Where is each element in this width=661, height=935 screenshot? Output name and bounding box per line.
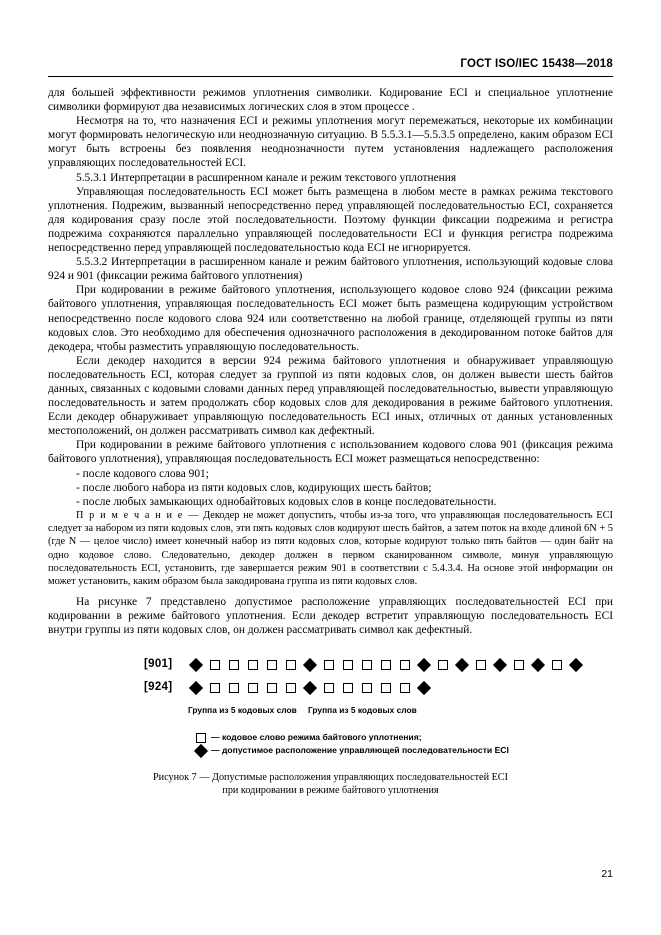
figure-7: [48, 657, 613, 797]
figure-row-901-label: [901]: [144, 657, 173, 670]
legend-diamond-text: — допустимое расположение управляющей последовательности ECI: [211, 745, 509, 756]
diamond-icon: [528, 657, 547, 671]
section-5-5-3-1-title: 5.5.3.1 Интерпретации в расширенном канале и режим текстового уплотнения: [76, 171, 457, 184]
figure-row-924-label: [924]: [144, 680, 173, 693]
legend-line-square: [196, 731, 613, 744]
square-icon: [509, 657, 528, 671]
square-icon: [338, 680, 357, 694]
diamond-icon: [300, 680, 319, 694]
square-icon: [205, 680, 224, 694]
figure-title: [48, 771, 613, 797]
square-icon: [205, 657, 224, 671]
square-icon: [262, 657, 281, 671]
diamond-icon: [452, 657, 471, 671]
paragraph-intro-2: Несмотря на то, что назначения ECI и режимы уплотнения могут перемежаться, некоторые их комбинации могут формировать нелогическую или неоднозначную ситуацию. В 5.5.3.1—5.5.3.5 определено, каким образом ECI могут быть встроены без появления неоднозначности путем установления надлежащего расположения управляющих последовательностей ECI.: [48, 115, 613, 170]
diamond-icon: [186, 657, 205, 671]
diamond-icon: [490, 657, 509, 671]
square-icon: [224, 657, 243, 671]
page-content: [48, 86, 613, 797]
legend-square-text: — кодовое слово режима байтового уплотнения;: [211, 732, 422, 743]
page-number: 21: [601, 868, 613, 880]
section-5-5-3-2-paragraph-1: При кодировании в режиме байтового уплотнения, использующего кодовое слово 924 (фиксации режима байтового уплотнения, управляющая последовательность ECI может быть размещена кодирующим устройством непосредственно после кодового слова 924 или соответственно на любой границе, отделяющей группы из пяти кодовых слов. Это необходимо для обеспечения однозначного расположения в декодированном потоке байтов для декодера, чтобы разместить управляющую последовательность.: [48, 284, 613, 353]
header-divider: [48, 76, 613, 77]
note-block: [48, 509, 613, 589]
square-icon: [243, 657, 262, 671]
section-5-5-3-2-paragraph-3: При кодировании в режиме байтового уплотнения с использованием кодового слова 901 (фиксация режима байтового уплотнения), управляющая последовательность ECI может размещаться непосредственно:: [48, 439, 613, 466]
figure-caption-group-left: Группа из 5 кодовых слов: [188, 705, 297, 716]
square-icon: [357, 657, 376, 671]
bullet-item-3: - после любых замыкающих однобайтовых кодовых слов в конце последовательности.: [76, 495, 497, 508]
paragraph-intro-1: для большей эффективности режимов уплотнения символики. Кодирование ECI и специальное уплотнение символики формируют два независимых логических слоя в этом процессе .: [48, 87, 613, 114]
figure-group-captions: [48, 703, 613, 717]
square-icon: [281, 657, 300, 671]
legend-line-diamond: [196, 744, 613, 757]
figure-row-901: [48, 657, 613, 671]
figure-title-line-1: Рисунок 7 — Допустимые расположения управляющих последовательностей ECI: [153, 772, 508, 784]
figure-legend: [48, 731, 613, 757]
square-icon: [319, 657, 338, 671]
figure-caption-group-right: Группа из 5 кодовых слов: [308, 705, 417, 716]
diamond-icon: [186, 680, 205, 694]
square-icon: [433, 657, 452, 671]
diamond-icon: [194, 744, 208, 758]
section-5-5-3-2-title: 5.5.3.2 Интерпретации в расширенном канале и режим байтового уплотнения, использующий кодовые слова 924 и 901 (фиксации режима байтового уплотнения): [48, 256, 613, 283]
note-text: Декодер не может допустить, чтобы из-за того, что управляющая последовательность ECI следует за набором из пяти кодовых слов, эти пять кодовых слов кодируют шесть байтов, а затем поток на входе длиной 6N + 5 (где N — целое число) имеет конечный набор из пяти кодовых слов, которые кодируют только пять байтов — один байт на одно кодовое слово. Следовательно, декодер должен в первом сканированном символе, минуя управляющую последовательность ECI, установить, где завершается режим 901 в соответствии с 5.4.3.4. На основе этой информации он может установить, каким образом была закодирована группа из пяти кодовых слов.: [48, 509, 613, 588]
square-icon: [281, 680, 300, 694]
diamond-icon: [300, 657, 319, 671]
bullet-item-2: - после любого набора из пяти кодовых слов, кодирующих шесть байтов;: [76, 481, 432, 494]
square-icon: [395, 680, 414, 694]
square-icon: [547, 657, 566, 671]
square-icon: [376, 657, 395, 671]
bullet-item-1: - после кодового слова 901;: [76, 467, 209, 480]
square-icon: [262, 680, 281, 694]
square-icon: [357, 680, 376, 694]
figure-row-924: [48, 680, 613, 694]
section-5-5-3-2-paragraph-2: Если декодер находится в версии 924 режима байтового уплотнения и обнаруживает управляющую последовательность ECI, которая следует за группой из пяти кодовых слов, он должен вывести шесть байтов данных, связанных с кодовыми словами данных перед управляющей последовательностью, вывести управляющую последовательность и затем продолжать сбор кодовых слов для декодирования в режиме байтового уплотнения. Если декодер обнаруживает управляющую последовательность ECI иных, отличных от данных установленных местоположений, он должен рассматривать символ как дефектный.: [48, 354, 613, 438]
square-icon: [319, 680, 338, 694]
square-icon: [243, 680, 262, 694]
square-icon: [376, 680, 395, 694]
diamond-icon: [414, 680, 433, 694]
page-header-standard-title: ГОСТ ISO/IEC 15438—2018: [460, 58, 613, 70]
paragraph-figure-reference: На рисунке 7 представлено допустимое расположение управляющих последовательностей ECI при кодировании в режиме байтового уплотнения. Если декодер встретит управляющую последовательность ECI внутри группы из пяти кодовых слов, он должен рассматривать символ как дефектный.: [48, 595, 613, 636]
figure-title-line-2: при кодировании в режиме байтового уплотнения: [222, 785, 439, 797]
section-5-5-3-1-text: Управляющая последовательность ECI может быть размещена в любом месте в рамках режима текстового уплотнения. Подрежим, вызванный непосредственно перед управляющей последовательностью ECI, сохраняется для кодирования сразу после этой последовательности. Поэтому функции фиксации подрежима и регистра подрежима сохраняются параллельно управляющей последовательности ECI и функция регистра подрежима непосредственно перед управляющей последовательностью кода ECI не игнорируется.: [48, 185, 613, 255]
square-icon: [224, 680, 243, 694]
note-label: П р и м е ч а н и е —: [76, 509, 200, 521]
diamond-icon: [414, 657, 433, 671]
diamond-icon: [566, 657, 585, 671]
square-icon: [471, 657, 490, 671]
square-icon: [395, 657, 414, 671]
square-icon: [338, 657, 357, 671]
square-icon: [196, 733, 206, 743]
